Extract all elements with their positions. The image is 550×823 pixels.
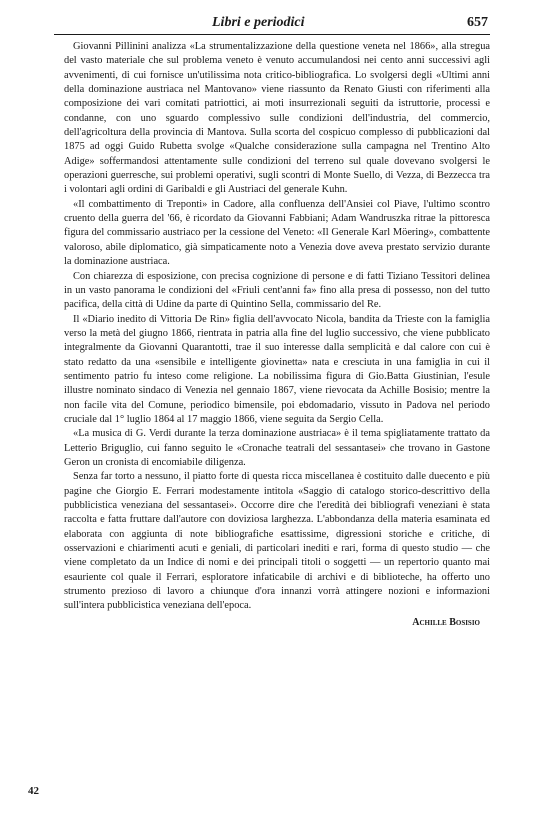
- article-body: [64, 40, 490, 630]
- page-number-bottom: 42: [28, 785, 39, 797]
- paragraph-treponti: «Il combattimento di Treponti» in Cadore, alla confluenza dell'Ansiei col Piave, l'ultimo scontro cruento della guerra del '66, è ricordato da Giovanni Fabbiani; Adam Wandruszka ritrae la pittoresca figura del commissario austriaco per la cessione del Veneto: «Il Generale Karl Möering», combattente valoroso, abile diplomatico, già simpaticamente noto a Venezia dove aveva prestato servizio durante la dominazione austriaca.: [64, 198, 490, 268]
- page-number-top: 657: [467, 15, 488, 30]
- paragraph-diario: Il «Diario inedito di Vittoria De Rin» figlia dell'avvocato Nicola, bandita da Trieste con la famiglia verso la metà del giugno 1866, rientrata in patria alla fine del luglio successivo, che viene pubblicato integralmente da Giovanni Quarantotti, trae il suo interesse dalla semplicità e dal calore con cui è stato redatto da una «sensibile e intelligente giovinetta» nata e cresciuta in una famiglia in cui il sentimento patrio fu inteso come religione. La nobilissima figura di Gio.Batta Giustinian, l'esule illustre nominato sindaco di Venezia nel gennaio 1867, viene rievocata da Achille Bosisio; mentre la non facile vita del Comune, periodico bimensile, poi ebdomadario, vissuto in Padova nel periodo cruciale dal 1° luglio 1864 al 17 maggio 1866, viene seguita da Sergio Cella.: [64, 313, 490, 425]
- paragraph-pillinini: Giovanni Pillinini analizza «La strumentalizzazione della questione veneta nel 1866», alla stregua del vasto materiale che sul problema veneto è venuto accumulandosi nei cento anni successivi agli avvenimenti, di cui fornisce un'utilissima nota critico-bibliografica. Lo svolgersi degli «Ultimi anni della dominazione austriaca nel Mantovano» viene riassunto da Renato Giusti con riferimenti alla composizione dei vari comitati patriottici, ai moti insurrezionali seguiti da istruttorie, processi e condanne, con uno sguardo complessivo sulle condizioni dell'industria, del commercio, dell'agricoltura della provincia di Mantova. Sulla scorta del cospicuo complesso di pubblicazioni dal 1875 ad oggi Guido Rubetta svolge «Qualche considerazione sulla campagna nel Trentino Alto Adige» soffermandosi attentamente sulle condizioni del terreno sul quale dovevano svolgersi le operazioni guerresche, sui problemi operativi, sugli scontri di Monte Suello, di Vezza, di Bezzecca tra i volontari agli ordini di Garibaldi e gli Austriaci del generale Kuhn.: [64, 41, 490, 196]
- paragraph-verdi: «La musica di G. Verdi durante la terza dominazione austriaca» è il tema spigliatamente trattato da Letterio Briguglio, cui fanno seguito le «Cronache teatrali del sessantasei» che trovano in Gastone Geron un cronista di encomiabile diligenza.: [64, 428, 490, 468]
- paragraph-friuli: Con chiarezza di esposizione, con precisa cognizione di persone e di fatti Tiziano Tessitori delinea in un vasto panorama le condizioni del «Friuli cent'anni fa» fino alla presa di possesso, non del tutto pacifica, della città di Udine da parte di Quintino Sella, commissario del Re.: [64, 270, 490, 311]
- author-signature: Achille Bosisio: [412, 616, 480, 628]
- running-head: [54, 12, 490, 35]
- running-title: Libri e periodici: [212, 15, 305, 30]
- paragraph-ferrari: Senza far torto a nessuno, il piatto forte di questa ricca miscellanea è costituito dalle duecento e più pagine che Giorgio E. Ferrari modestamente intitola «Saggio di catalogo storico-descrittivo della pubblicistica veneziana del sessantasei». Occorre dire che l'eredità dei bibliografi veneziani è stata raccolta e fatta fruttare dall'autore con doviziosa larghezza. L'abbondanza della materia esaminata ed elaborata con aggiunta di note bibliografiche esattissime, digressioni storiche e critiche, di osservazioni e chiarimenti acuti e geniali, di particolari inediti e rari, forma di questo studio — che viene completato da un Indice di nomi e dei principali titoli o soggetti — un repertorio quanto mai esauriente col quale il Ferrari, esploratore infaticabile di archivi e di biblioteche, ha offerto uno strumento prezioso di lavoro a chiunque d'ora innanzi vorrà attingere nozioni e informazioni sull'intera pubblicistica veneziana dell'epoca.: [64, 471, 490, 612]
